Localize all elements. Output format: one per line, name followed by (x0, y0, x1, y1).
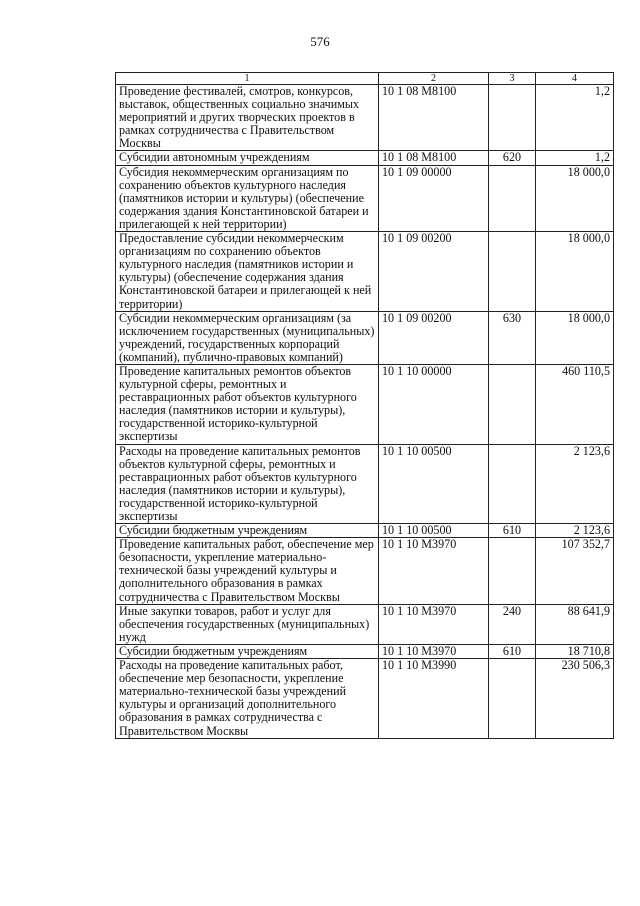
table-row (116, 311, 614, 364)
table-row (116, 524, 614, 538)
column-header-2: 2 (379, 73, 489, 85)
table-header-row (116, 73, 614, 85)
column-header-3: 3 (489, 73, 536, 85)
budget-table (115, 72, 614, 739)
row-code: 10 1 08 М8100 (379, 85, 489, 151)
row-name: Расходы на проведение капитальных работ, обеспечение мер безопасности, укрепление материально-технической базы учреждений культуры и организаций дополнительного образования в рамках сотрудничества с Правительством Москвы (116, 659, 379, 739)
row-type: 240 (489, 604, 536, 644)
row-type: 610 (489, 524, 536, 538)
row-code: 10 1 09 00000 (379, 165, 489, 231)
row-name: Субсидии бюджетным учреждениям (116, 524, 379, 538)
column-header-1: 1 (116, 73, 379, 85)
row-name: Проведение капитальных ремонтов объектов культурной сферы, ремонтных и реставрационных работ объектов культурного наследия (памятников истории и культуры), государственной историко-культурной экспертизы (116, 364, 379, 444)
row-amount: 230 506,3 (536, 659, 614, 739)
row-amount: 2 123,6 (536, 524, 614, 538)
row-code: 10 1 10 М3970 (379, 538, 489, 604)
row-amount: 2 123,6 (536, 444, 614, 524)
page-number: 576 (310, 34, 330, 49)
row-type (489, 232, 536, 312)
row-name: Проведение фестивалей, смотров, конкурсов, выставок, общественных социально значимых мероприятий и других творческих проектов в рамках сотрудничества с Правительством Москвы (116, 85, 379, 151)
row-amount: 1,2 (536, 151, 614, 165)
row-name: Иные закупки товаров, работ и услуг для обеспечения государственных (муниципальных) нужд (116, 604, 379, 644)
row-code: 10 1 09 00200 (379, 311, 489, 364)
table-row (116, 444, 614, 524)
row-code: 10 1 09 00200 (379, 232, 489, 312)
row-code: 10 1 10 00000 (379, 364, 489, 444)
row-amount: 18 000,0 (536, 311, 614, 364)
row-type (489, 659, 536, 739)
table-row (116, 659, 614, 739)
table-row (116, 604, 614, 644)
row-code: 10 1 10 00500 (379, 524, 489, 538)
row-amount: 460 110,5 (536, 364, 614, 444)
row-name: Проведение капитальных работ, обеспечение мер безопасности, укрепление материально-технической базы учреждений культуры и дополнительного образования в рамках сотрудничества с Правительством Москвы (116, 538, 379, 604)
row-code: 10 1 10 М3970 (379, 644, 489, 658)
table-row (116, 151, 614, 165)
row-type: 630 (489, 311, 536, 364)
row-amount: 18 000,0 (536, 165, 614, 231)
row-type (489, 85, 536, 151)
row-amount: 88 641,9 (536, 604, 614, 644)
table-row (116, 165, 614, 231)
row-name: Субсидия некоммерческим организациям по сохранению объектов культурного наследия (памятников истории и культуры) (обеспечение содержания здания Константиновской батареи и прилегающей к ней территории) (116, 165, 379, 231)
row-code: 10 1 10 М3970 (379, 604, 489, 644)
table-row (116, 364, 614, 444)
row-type (489, 165, 536, 231)
row-amount: 18 000,0 (536, 232, 614, 312)
row-amount: 1,2 (536, 85, 614, 151)
row-code: 10 1 08 М8100 (379, 151, 489, 165)
row-type (489, 364, 536, 444)
column-header-4: 4 (536, 73, 614, 85)
row-type (489, 444, 536, 524)
row-type: 620 (489, 151, 536, 165)
table-row (116, 85, 614, 151)
row-amount: 18 710,8 (536, 644, 614, 658)
row-name: Субсидии некоммерческим организациям (за исключением государственных (муниципальных) учреждений, государственных корпораций (компаний), публично-правовых компаний) (116, 311, 379, 364)
row-name: Субсидии автономным учреждениям (116, 151, 379, 165)
table-row (116, 644, 614, 658)
table-row (116, 232, 614, 312)
row-name: Субсидии бюджетным учреждениям (116, 644, 379, 658)
row-type (489, 538, 536, 604)
table-row (116, 538, 614, 604)
row-name: Расходы на проведение капитальных ремонтов объектов культурной сферы, ремонтных и реставрационных работ объектов культурного наследия (памятников истории и культуры), государственной историко-культурной экспертизы (116, 444, 379, 524)
row-type: 610 (489, 644, 536, 658)
row-code: 10 1 10 М3990 (379, 659, 489, 739)
row-amount: 107 352,7 (536, 538, 614, 604)
row-name: Предоставление субсидии некоммерческим организациям по сохранению объектов культурного наследия (памятников истории и культуры) (обеспечение содержания здания Константиновской батареи и прилегающей к ней территории) (116, 232, 379, 312)
row-code: 10 1 10 00500 (379, 444, 489, 524)
